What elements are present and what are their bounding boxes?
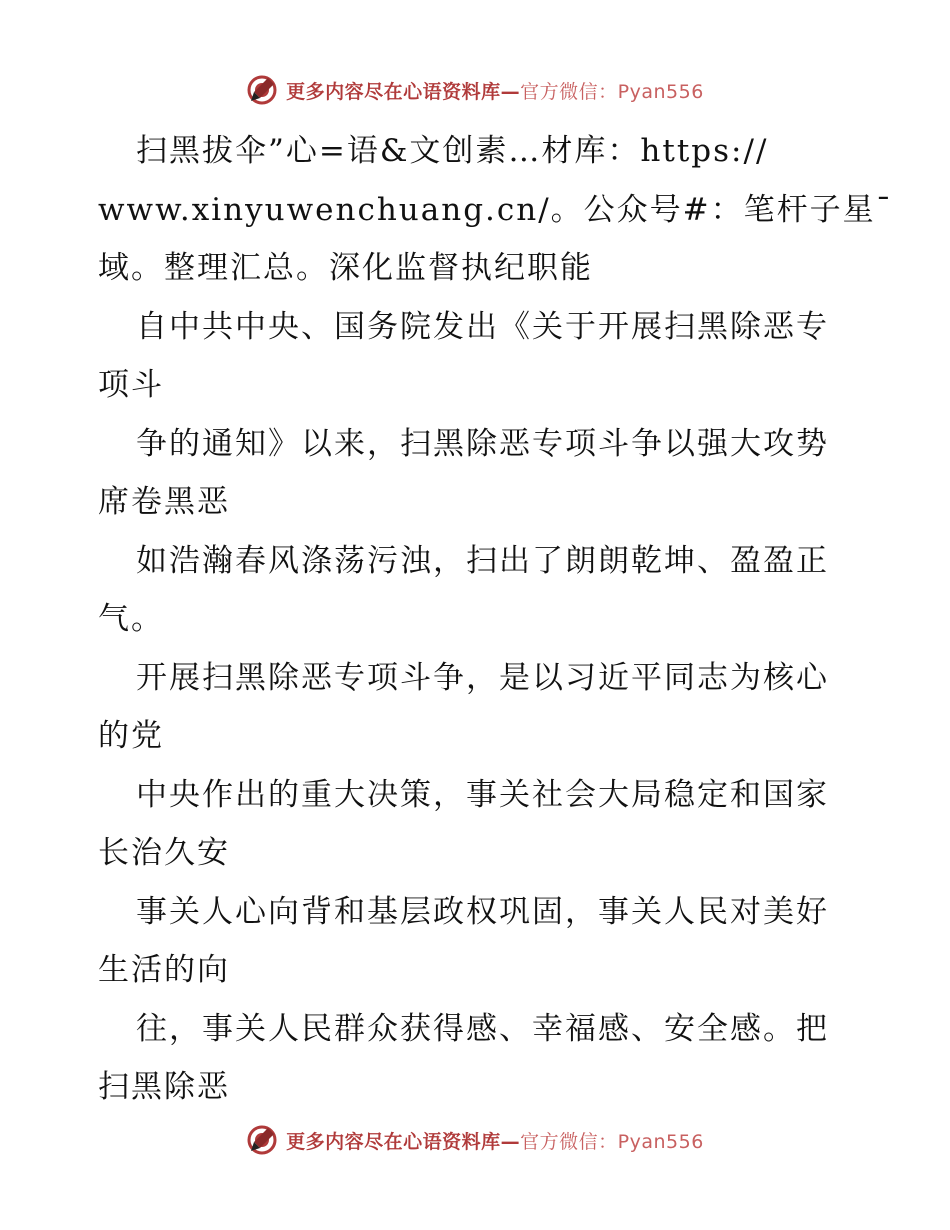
text-line: 席卷黑恶	[98, 484, 230, 520]
text-line: 扫黑拔伞”心=语&文创素…材库：https://	[136, 133, 769, 169]
text-line: 往，事关人民群众获得感、幸福感、安全感。把	[136, 1010, 829, 1047]
pen-in-circle-icon	[246, 74, 278, 106]
text-line: 生活的向	[98, 952, 230, 988]
text-line: 长治久安	[98, 835, 230, 871]
text-line: 项斗	[98, 367, 164, 403]
document-body	[98, 122, 894, 1117]
text-line: 的党	[98, 718, 164, 754]
text-line: 开展扫黑除恶专项斗争，是以习近平同志为核心	[136, 659, 829, 696]
text-line: 事关人心向背和基层政权巩固，事关人民对美好	[136, 893, 829, 930]
text-line: 扫黑除恶	[98, 1069, 230, 1105]
text-line: 自中共中央、国务院发出《关于开展扫黑除恶专	[136, 308, 829, 345]
text-line: 如浩瀚春风涤荡污浊，扫出了朗朗乾坤、盈盈正	[136, 542, 829, 579]
text-line: www.xinyuwenchuang.cn/。公众号#：笔杆子星¯	[98, 191, 894, 228]
text-line: 争的通知》以来，扫黑除恶专项斗争以强大攻势	[136, 425, 829, 462]
footer-banner	[0, 1120, 950, 1160]
header-banner	[0, 70, 950, 110]
pen-in-circle-icon	[246, 1124, 278, 1156]
banner-text: 更多内容尽在心语资料库—官方微信：Pyan556	[286, 80, 704, 103]
text-line: 域。整理汇总。深化监督执纪职能	[98, 250, 593, 286]
banner-text: 更多内容尽在心语资料库—官方微信：Pyan556	[286, 1130, 704, 1153]
text-line: 中央作出的重大决策，事关社会大局稳定和国家	[136, 776, 829, 813]
text-line: 气。	[98, 601, 164, 637]
